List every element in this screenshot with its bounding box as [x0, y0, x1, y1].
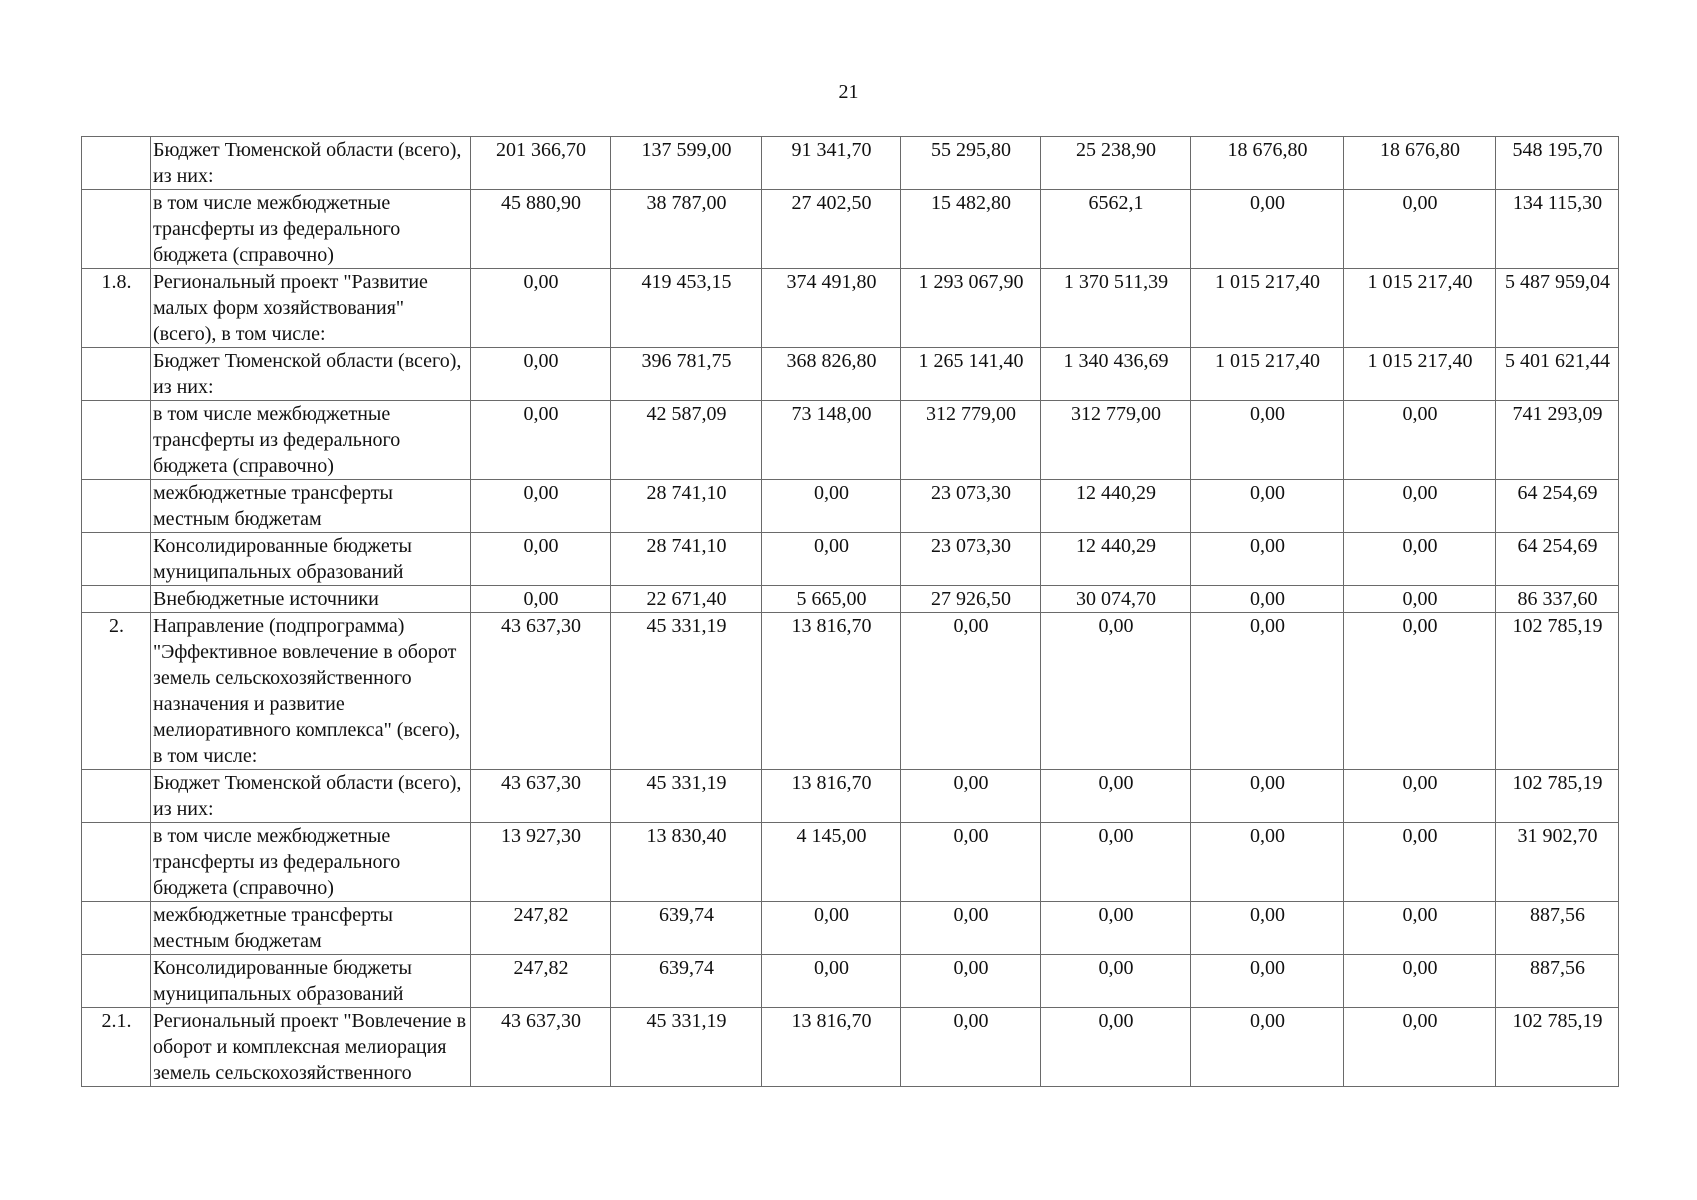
- value-cell: 13 816,70: [762, 1008, 901, 1087]
- value-cell: 741 293,09: [1496, 401, 1619, 480]
- table-row: [82, 1008, 1619, 1087]
- value-cell: 45 880,90: [471, 190, 611, 269]
- value-cell: 38 787,00: [611, 190, 762, 269]
- value-cell: 31 902,70: [1496, 823, 1619, 902]
- value-cell: 55 295,80: [901, 137, 1041, 190]
- row-description-cell: Направление (подпрограмма) "Эффективное вовлечение в оборот земель сельскохозяйственного назначения и развитие мелиоративного комплекса" (всего), в том числе:: [151, 613, 471, 770]
- value-cell: 18 676,80: [1344, 137, 1496, 190]
- value-cell: 247,82: [471, 902, 611, 955]
- value-cell: 0,00: [471, 401, 611, 480]
- value-cell: 0,00: [1191, 955, 1344, 1008]
- value-cell: 0,00: [1041, 955, 1191, 1008]
- value-cell: 5 401 621,44: [1496, 348, 1619, 401]
- row-description-cell: в том числе межбюджетные трансферты из федерального бюджета (справочно): [151, 401, 471, 480]
- value-cell: 23 073,30: [901, 533, 1041, 586]
- table-row: [82, 348, 1619, 401]
- value-cell: 0,00: [1041, 770, 1191, 823]
- row-description-cell: Консолидированные бюджеты муниципальных образований: [151, 533, 471, 586]
- value-cell: 18 676,80: [1191, 137, 1344, 190]
- value-cell: 15 482,80: [901, 190, 1041, 269]
- row-number-cell: [82, 190, 151, 269]
- row-number-cell: [82, 480, 151, 533]
- value-cell: 64 254,69: [1496, 533, 1619, 586]
- row-number-cell: [82, 955, 151, 1008]
- value-cell: 102 785,19: [1496, 613, 1619, 770]
- value-cell: 312 779,00: [901, 401, 1041, 480]
- value-cell: 0,00: [1344, 823, 1496, 902]
- value-cell: 12 440,29: [1041, 480, 1191, 533]
- value-cell: 12 440,29: [1041, 533, 1191, 586]
- value-cell: 419 453,15: [611, 269, 762, 348]
- value-cell: 42 587,09: [611, 401, 762, 480]
- value-cell: 134 115,30: [1496, 190, 1619, 269]
- value-cell: 43 637,30: [471, 770, 611, 823]
- value-cell: 0,00: [471, 586, 611, 613]
- row-description-cell: Бюджет Тюменской области (всего), из них:: [151, 137, 471, 190]
- value-cell: 1 015 217,40: [1191, 269, 1344, 348]
- value-cell: 45 331,19: [611, 613, 762, 770]
- value-cell: 25 238,90: [1041, 137, 1191, 190]
- table-row: [82, 770, 1619, 823]
- value-cell: 0,00: [1344, 770, 1496, 823]
- page-number: 21: [838, 81, 859, 103]
- budget-table: [81, 136, 1619, 1087]
- value-cell: 1 265 141,40: [901, 348, 1041, 401]
- value-cell: 0,00: [901, 613, 1041, 770]
- row-description-cell: Региональный проект "Развитие малых форм хозяйствования" (всего), в том числе:: [151, 269, 471, 348]
- value-cell: 0,00: [1041, 1008, 1191, 1087]
- value-cell: 43 637,30: [471, 1008, 611, 1087]
- value-cell: 0,00: [1191, 480, 1344, 533]
- value-cell: 0,00: [762, 480, 901, 533]
- row-description-cell: межбюджетные трансферты местным бюджетам: [151, 480, 471, 533]
- value-cell: 0,00: [1191, 823, 1344, 902]
- value-cell: 64 254,69: [1496, 480, 1619, 533]
- row-number-cell: [82, 586, 151, 613]
- row-number-cell: [82, 770, 151, 823]
- value-cell: 0,00: [1191, 401, 1344, 480]
- value-cell: 0,00: [1344, 401, 1496, 480]
- table-row: [82, 137, 1619, 190]
- table-row: [82, 823, 1619, 902]
- value-cell: 0,00: [471, 348, 611, 401]
- value-cell: 0,00: [762, 533, 901, 586]
- table-row: [82, 190, 1619, 269]
- table-row: [82, 586, 1619, 613]
- value-cell: 0,00: [1344, 190, 1496, 269]
- value-cell: 0,00: [1041, 823, 1191, 902]
- value-cell: 0,00: [901, 955, 1041, 1008]
- value-cell: 639,74: [611, 902, 762, 955]
- table-row: [82, 613, 1619, 770]
- value-cell: 0,00: [901, 770, 1041, 823]
- value-cell: 1 340 436,69: [1041, 348, 1191, 401]
- value-cell: 887,56: [1496, 955, 1619, 1008]
- value-cell: 312 779,00: [1041, 401, 1191, 480]
- value-cell: 0,00: [1191, 770, 1344, 823]
- value-cell: 0,00: [1041, 613, 1191, 770]
- row-description-cell: Региональный проект "Вовлечение в оборот и комплексная мелиорация земель сельскохозяйственного: [151, 1008, 471, 1087]
- value-cell: 30 074,70: [1041, 586, 1191, 613]
- value-cell: 1 015 217,40: [1191, 348, 1344, 401]
- value-cell: 0,00: [471, 269, 611, 348]
- value-cell: 0,00: [762, 955, 901, 1008]
- value-cell: 368 826,80: [762, 348, 901, 401]
- row-description-cell: Консолидированные бюджеты муниципальных образований: [151, 955, 471, 1008]
- row-number-cell: [82, 533, 151, 586]
- row-number-cell: 1.8.: [82, 269, 151, 348]
- value-cell: 1 015 217,40: [1344, 348, 1496, 401]
- value-cell: 28 741,10: [611, 533, 762, 586]
- value-cell: 91 341,70: [762, 137, 901, 190]
- value-cell: 0,00: [1344, 902, 1496, 955]
- value-cell: 28 741,10: [611, 480, 762, 533]
- row-number-cell: [82, 902, 151, 955]
- value-cell: 13 830,40: [611, 823, 762, 902]
- row-number-cell: [82, 823, 151, 902]
- value-cell: 0,00: [1191, 902, 1344, 955]
- row-number-cell: [82, 348, 151, 401]
- value-cell: 0,00: [1344, 955, 1496, 1008]
- value-cell: 639,74: [611, 955, 762, 1008]
- value-cell: 137 599,00: [611, 137, 762, 190]
- value-cell: 22 671,40: [611, 586, 762, 613]
- value-cell: 247,82: [471, 955, 611, 1008]
- row-description-cell: Внебюджетные источники: [151, 586, 471, 613]
- table-row: [82, 902, 1619, 955]
- value-cell: 86 337,60: [1496, 586, 1619, 613]
- value-cell: 0,00: [1191, 613, 1344, 770]
- value-cell: 1 370 511,39: [1041, 269, 1191, 348]
- value-cell: 27 402,50: [762, 190, 901, 269]
- value-cell: 0,00: [1191, 190, 1344, 269]
- value-cell: 5 665,00: [762, 586, 901, 613]
- value-cell: 0,00: [471, 533, 611, 586]
- value-cell: 0,00: [1344, 586, 1496, 613]
- row-description-cell: Бюджет Тюменской области (всего), из них:: [151, 770, 471, 823]
- value-cell: 45 331,19: [611, 770, 762, 823]
- row-number-cell: [82, 401, 151, 480]
- table-row: [82, 401, 1619, 480]
- value-cell: 13 927,30: [471, 823, 611, 902]
- value-cell: 548 195,70: [1496, 137, 1619, 190]
- value-cell: 0,00: [1041, 902, 1191, 955]
- value-cell: 0,00: [901, 1008, 1041, 1087]
- row-description-cell: межбюджетные трансферты местным бюджетам: [151, 902, 471, 955]
- value-cell: 201 366,70: [471, 137, 611, 190]
- table-row: [82, 269, 1619, 348]
- value-cell: 13 816,70: [762, 770, 901, 823]
- row-number-cell: [82, 137, 151, 190]
- value-cell: 0,00: [1344, 1008, 1496, 1087]
- value-cell: 43 637,30: [471, 613, 611, 770]
- value-cell: 1 015 217,40: [1344, 269, 1496, 348]
- value-cell: 4 145,00: [762, 823, 901, 902]
- value-cell: 0,00: [762, 902, 901, 955]
- value-cell: 374 491,80: [762, 269, 901, 348]
- value-cell: 23 073,30: [901, 480, 1041, 533]
- value-cell: 0,00: [901, 823, 1041, 902]
- value-cell: 0,00: [471, 480, 611, 533]
- value-cell: 1 293 067,90: [901, 269, 1041, 348]
- value-cell: 0,00: [901, 902, 1041, 955]
- row-description-cell: в том числе межбюджетные трансферты из федерального бюджета (справочно): [151, 190, 471, 269]
- value-cell: 396 781,75: [611, 348, 762, 401]
- table-row: [82, 955, 1619, 1008]
- value-cell: 27 926,50: [901, 586, 1041, 613]
- value-cell: 0,00: [1191, 1008, 1344, 1087]
- value-cell: 0,00: [1344, 613, 1496, 770]
- row-description-cell: Бюджет Тюменской области (всего), из них:: [151, 348, 471, 401]
- value-cell: 13 816,70: [762, 613, 901, 770]
- budget-table-body: [82, 137, 1619, 1087]
- value-cell: 0,00: [1191, 533, 1344, 586]
- value-cell: 73 148,00: [762, 401, 901, 480]
- value-cell: 887,56: [1496, 902, 1619, 955]
- value-cell: 5 487 959,04: [1496, 269, 1619, 348]
- row-number-cell: 2.1.: [82, 1008, 151, 1087]
- row-description-cell: в том числе межбюджетные трансферты из федерального бюджета (справочно): [151, 823, 471, 902]
- value-cell: 102 785,19: [1496, 1008, 1619, 1087]
- value-cell: 6562,1: [1041, 190, 1191, 269]
- table-row: [82, 480, 1619, 533]
- value-cell: 102 785,19: [1496, 770, 1619, 823]
- value-cell: 0,00: [1344, 533, 1496, 586]
- value-cell: 0,00: [1191, 586, 1344, 613]
- table-row: [82, 533, 1619, 586]
- value-cell: 45 331,19: [611, 1008, 762, 1087]
- row-number-cell: 2.: [82, 613, 151, 770]
- value-cell: 0,00: [1344, 480, 1496, 533]
